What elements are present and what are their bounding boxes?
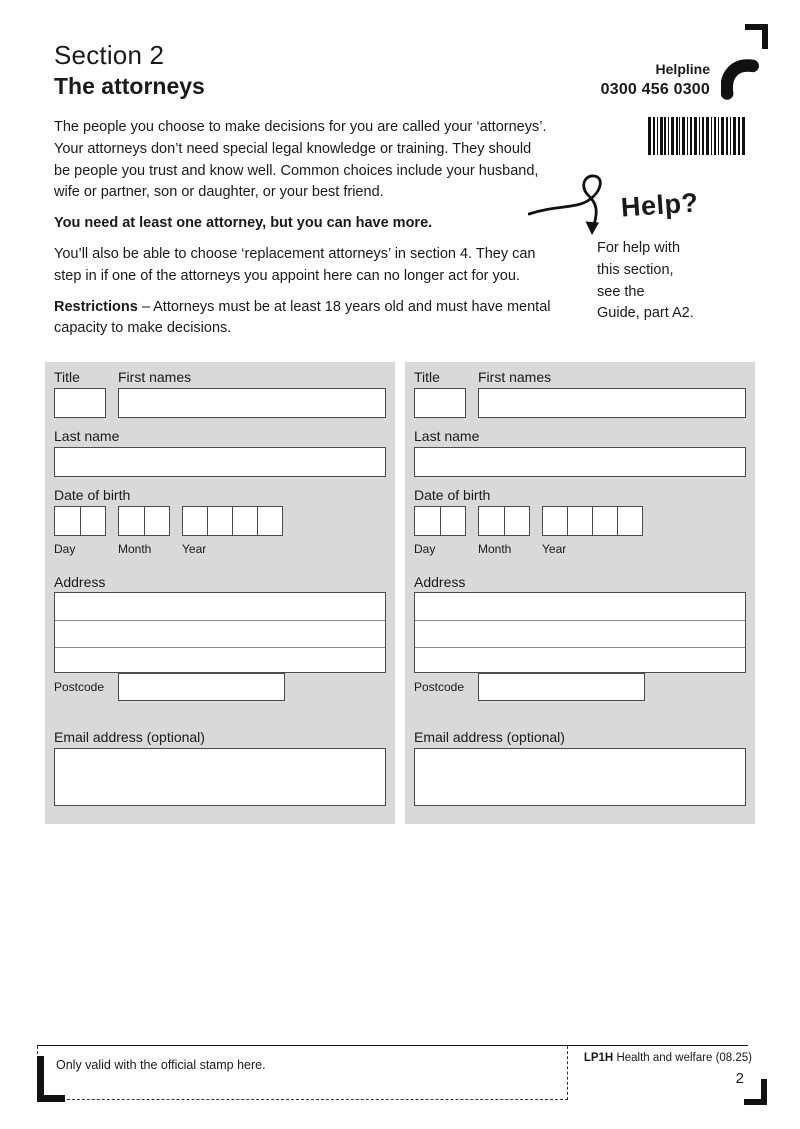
page-number: 2	[735, 1070, 744, 1087]
crop-mark-bottom-right	[744, 1079, 767, 1105]
dob-year-input[interactable]	[182, 506, 283, 536]
dob-day-input[interactable]	[414, 506, 466, 536]
intro-bold-note: You need at least one attorney, but you can have more.	[54, 215, 433, 232]
email-input[interactable]	[54, 748, 386, 806]
section-label: Section 2	[54, 40, 165, 70]
address-input[interactable]	[54, 592, 386, 673]
last-name-label: Last name	[414, 428, 480, 444]
stamp-instruction: Only valid with the official stamp here.	[56, 1058, 266, 1072]
helpline-block	[601, 60, 710, 101]
curly-arrow-icon	[528, 174, 624, 238]
address-line-2[interactable]	[55, 620, 385, 647]
title-label: Title	[414, 369, 440, 385]
official-stamp-box	[37, 1046, 568, 1100]
first-names-label: First names	[118, 369, 192, 385]
intro-copy	[54, 117, 594, 349]
dob-year-input[interactable]	[542, 506, 643, 536]
address-input[interactable]	[414, 592, 746, 673]
first-names-input[interactable]	[478, 388, 746, 418]
crop-mark-top-right	[745, 24, 768, 49]
address-line-1[interactable]	[415, 593, 745, 620]
email-label: Email address (optional)	[54, 729, 205, 745]
last-name-input[interactable]	[54, 447, 386, 477]
address-line-2[interactable]	[415, 620, 745, 647]
first-names-input[interactable]	[118, 388, 386, 418]
day-label: Day	[54, 542, 76, 556]
help-heading: Help?	[620, 187, 700, 223]
address-line-3[interactable]	[415, 647, 745, 674]
intro-paragraph-2: You’ll also be able to choose ‘replacement attorneys’ in section 4. They can step in if one of the attorneys you appoint here can no longer act for you.	[54, 245, 536, 284]
attorney-1-panel	[45, 362, 395, 824]
dob-label: Date of birth	[54, 487, 131, 503]
address-line-1[interactable]	[55, 593, 385, 620]
postcode-label: Postcode	[414, 680, 465, 694]
month-label: Month	[478, 542, 512, 556]
title-label: Title	[54, 369, 80, 385]
postcode-label: Postcode	[54, 680, 105, 694]
last-name-input[interactable]	[414, 447, 746, 477]
email-input[interactable]	[414, 748, 746, 806]
address-label: Address	[54, 574, 106, 590]
dob-month-input[interactable]	[118, 506, 170, 536]
attorney-2-panel	[405, 362, 755, 824]
restrictions-label: Restrictions	[54, 298, 138, 315]
title-input[interactable]	[414, 388, 466, 418]
dob-month-input[interactable]	[478, 506, 530, 536]
email-label: Email address (optional)	[414, 729, 565, 745]
dob-day-input[interactable]	[54, 506, 106, 536]
address-label: Address	[414, 574, 466, 590]
form-version: (08.25)	[715, 1052, 752, 1064]
barcode	[648, 117, 745, 155]
helpline-number: 0300 456 0300	[600, 81, 710, 98]
first-names-label: First names	[478, 369, 552, 385]
day-label: Day	[414, 542, 436, 556]
year-label: Year	[182, 542, 207, 556]
page-title: The attorneys	[54, 73, 205, 99]
restrictions-note: Restrictions – Attorneys must be at least 18 years old and must have mental capacity to make decisions.	[54, 298, 551, 337]
phone-icon	[721, 56, 759, 102]
month-label: Month	[118, 542, 152, 556]
last-name-label: Last name	[54, 428, 120, 444]
title-input[interactable]	[54, 388, 106, 418]
form-code: LP1H	[583, 1052, 614, 1064]
postcode-input[interactable]	[118, 673, 285, 701]
crop-mark-bottom-left	[37, 1056, 65, 1102]
form-title: Health and welfare	[616, 1052, 713, 1064]
dob-label: Date of birth	[414, 487, 491, 503]
postcode-input[interactable]	[478, 673, 645, 701]
address-line-3[interactable]	[55, 647, 385, 674]
help-text: For help with this section, see the Guide, part A2.	[597, 240, 694, 322]
year-label: Year	[542, 542, 567, 556]
helpline-label: Helpline	[655, 61, 710, 77]
form-reference	[584, 1052, 752, 1064]
intro-paragraph-1: The people you choose to make decisions for you are called your ‘attorneys’. Your attorneys don’t need special legal knowledge or training. They should be people you trust and know well. Common choices include your husband, wife or partner, son or daughter, or your best friend.	[54, 119, 547, 201]
